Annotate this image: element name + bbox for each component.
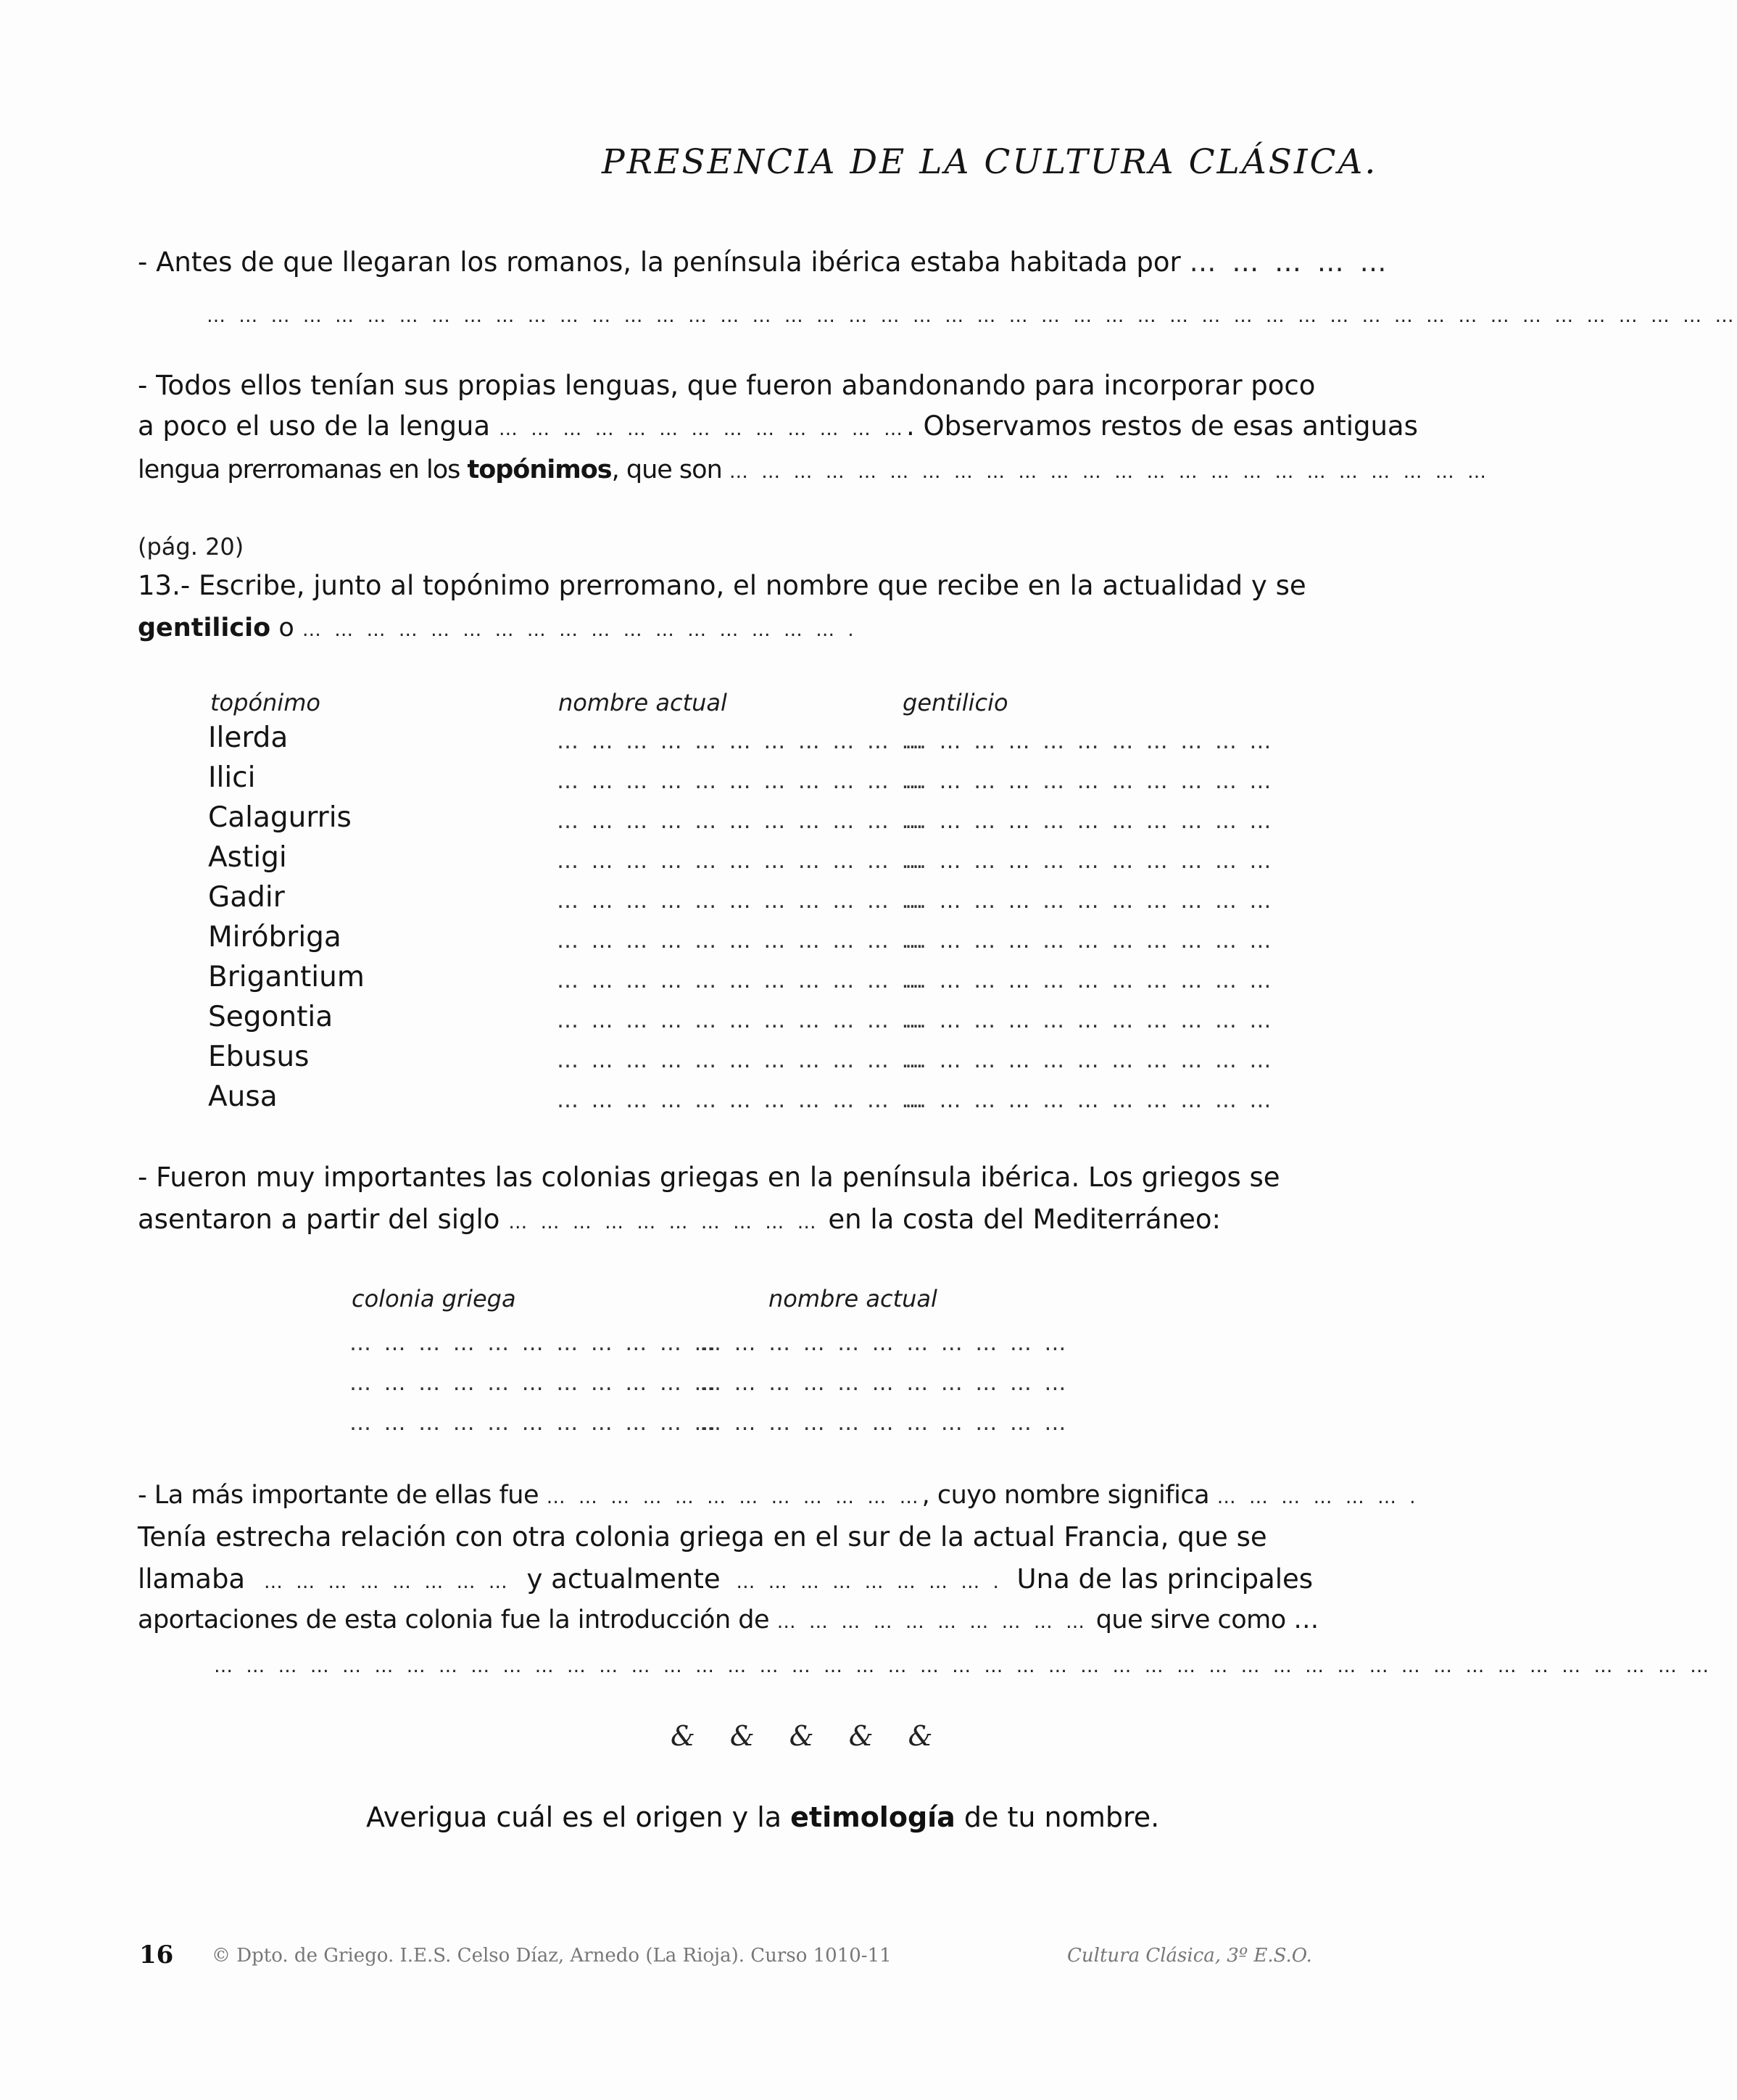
paragraph-text: aportaciones de esta colonia fue la introducción de xyxy=(138,1605,770,1634)
closing-instruction xyxy=(366,1801,1159,1833)
gentilicio-blank[interactable]: … … … … … … … … … … … xyxy=(905,1048,1274,1073)
bold-term: gentilicio xyxy=(138,613,271,642)
fill-blank[interactable]: … … … … … … . xyxy=(1216,1487,1419,1508)
colonia-nombre-actual-blank[interactable]: … … … … … … … … … … … xyxy=(700,1371,1069,1396)
gentilicio-blank[interactable]: … … … … … … … … … … … xyxy=(905,968,1274,993)
paragraph-text: , que son xyxy=(611,455,722,484)
column-header-toponimo: topónimo xyxy=(210,689,320,716)
toponym-word: Brigantium xyxy=(208,961,365,993)
fill-blank[interactable]: … … … … … … … … … … … … … xyxy=(498,418,907,440)
bold-term: etimología xyxy=(790,1801,955,1833)
paragraph-text: Averigua cuál es el origen y la xyxy=(366,1801,791,1833)
gentilicio-blank[interactable]: … … … … … … … … … … … xyxy=(905,848,1274,874)
paragraph-text: Una de las principales xyxy=(1016,1563,1314,1595)
paragraph-colonias-line2 xyxy=(138,1199,1221,1243)
nombre-actual-blank[interactable]: … … … … … … … … … … … xyxy=(557,848,926,874)
paragraph-colonias-line1: - Fueron muy importantes las colonias griegas en la península ibérica. Los griegos se xyxy=(138,1162,1280,1193)
paragraph-importante-line2: Tenía estrecha relación con otra colonia griega en el sur de la actual Francia, que se xyxy=(138,1521,1267,1553)
nombre-actual-blank[interactable]: … … … … … … … … … … … xyxy=(557,1048,926,1073)
toponym-word: Ausa xyxy=(208,1080,278,1113)
paragraph-text: y actualmente xyxy=(526,1563,721,1595)
gentilicio-blank[interactable]: … … … … … … … … … … … xyxy=(905,888,1274,914)
toponym-word: Ilerda xyxy=(208,722,289,754)
toponym-word: Miróbriga xyxy=(208,921,341,954)
paragraph-text: asentaron a partir del siglo xyxy=(138,1204,500,1235)
gentilicio-blank[interactable]: … … … … … … … … … … … xyxy=(905,769,1274,794)
gentilicio-blank[interactable]: … … … … … … … … … … … xyxy=(905,729,1274,754)
fill-blank[interactable]: … … … … … … … … . xyxy=(736,1571,1003,1593)
nombre-actual-blank[interactable]: … … … … … … … … … … … xyxy=(557,769,926,794)
gentilicio-blank[interactable]: … … … … … … … … … … … xyxy=(905,1008,1274,1033)
nombre-actual-blank[interactable]: … … … … … … … … … … … xyxy=(557,1088,926,1113)
fill-blank[interactable]: … … … … … … … … … … … … xyxy=(546,1487,922,1508)
column-header-colonia-griega: colonia griega xyxy=(352,1285,516,1312)
footer-credit: © Dpto. de Griego. I.E.S. Celso Díaz, Arnedo (La Rioja). Curso 1010-11 xyxy=(212,1945,892,1967)
footer-course: Cultura Clásica, 3º E.S.O. xyxy=(1067,1945,1312,1967)
column-header-nombre-actual: nombre actual xyxy=(768,1285,937,1312)
fill-blank[interactable]: … … … … … … … … … … xyxy=(508,1212,820,1233)
paragraph-lenguas-line1: - Todos ellos tenían sus propias lenguas, que fueron abandonando para incorporar poco xyxy=(138,370,1316,401)
paragraph-text: a poco el uso de la lengua xyxy=(138,410,491,442)
nombre-actual-blank[interactable]: … … … … … … … … … … … xyxy=(557,968,926,993)
paragraph-text: lengua prerromanas en los xyxy=(138,455,468,484)
colonia-griega-blank[interactable]: … … … … … … … … … … … xyxy=(349,1331,719,1356)
fill-blank[interactable]: … … … … … xyxy=(1189,247,1390,278)
paragraph-text: que sirve como … xyxy=(1095,1605,1319,1634)
nombre-actual-blank[interactable]: … … … … … … … … … … … xyxy=(557,809,926,834)
nombre-actual-blank[interactable]: … … … … … … … … … … … xyxy=(557,888,926,914)
paragraph-text: llamaba xyxy=(138,1563,246,1595)
toponym-word: Ebusus xyxy=(208,1041,310,1073)
nombre-actual-blank[interactable]: … … … … … … … … … … … xyxy=(557,1008,926,1033)
fill-blank-line[interactable]: … … … … … … … … … … … … … … … … … … … … … … … … … … … … … … … … … … … … … … … … … … … … … … … … xyxy=(207,305,1737,327)
toponym-word: Segontia xyxy=(208,1001,333,1033)
colonia-nombre-actual-blank[interactable]: … … … … … … … … … … … xyxy=(700,1410,1069,1436)
ampersand-separator: & & & & & xyxy=(671,1720,946,1752)
page-reference: (pág. 20) xyxy=(138,533,244,561)
colonia-nombre-actual-blank[interactable]: … … … … … … … … … … … xyxy=(700,1331,1069,1356)
paragraph-importante-line3 xyxy=(138,1559,1313,1603)
paragraph-lenguas-line3 xyxy=(138,450,1490,492)
paragraph-text: en la costa del Mediterráneo: xyxy=(828,1204,1222,1235)
paragraph-importante-line4 xyxy=(138,1600,1319,1642)
column-header-gentilicio: gentilicio xyxy=(903,689,1008,716)
nombre-actual-blank[interactable]: … … … … … … … … … … … xyxy=(557,729,926,754)
gentilicio-blank[interactable]: … … … … … … … … … … … xyxy=(905,928,1274,954)
toponym-word: Calagurris xyxy=(208,801,352,834)
paragraph-importante-line1 xyxy=(138,1475,1419,1518)
colonia-griega-blank[interactable]: … … … … … … … … … … … xyxy=(349,1410,719,1436)
question-13-line1: 13.- Escribe, junto al topónimo prerromano, el nombre que recibe en la actualidad y se xyxy=(138,570,1306,601)
page-number: 16 xyxy=(139,1940,174,1969)
paragraph-text: . Observamos restos de esas antiguas xyxy=(906,410,1418,442)
bold-term: topónimos xyxy=(467,455,612,484)
paragraph-habitantes xyxy=(138,242,1390,283)
toponym-word: Astigi xyxy=(208,841,287,874)
fill-blank-line[interactable]: … … … … … … … … … … … … … … … … … … … … … … … … … … … … … … … … … … … … … … … … … … … … … … … xyxy=(214,1655,1713,1677)
paragraph-text: , cuyo nombre significa xyxy=(921,1481,1210,1510)
fill-blank[interactable]: … … … … … … … … … … … … … … … … … … … … … … … … xyxy=(729,461,1490,483)
fill-blank[interactable]: … … … … … … … … … … … … … … … … … . xyxy=(302,619,858,641)
gentilicio-blank[interactable]: … … … … … … … … … … … xyxy=(905,1088,1274,1113)
gentilicio-blank[interactable]: … … … … … … … … … … … xyxy=(905,809,1274,834)
paragraph-text: - Antes de que llegaran los romanos, la península ibérica estaba habitada por xyxy=(138,247,1181,278)
colonia-griega-blank[interactable]: … … … … … … … … … … … xyxy=(349,1371,719,1396)
paragraph-lenguas-line2 xyxy=(138,406,1418,450)
paragraph-text: o xyxy=(270,613,294,642)
question-13-line2 xyxy=(138,608,858,650)
column-header-nombre-actual: nombre actual xyxy=(558,689,727,716)
fill-blank[interactable]: … … … … … … … … xyxy=(263,1571,511,1593)
toponym-word: Gadir xyxy=(208,881,285,914)
fill-blank[interactable]: … … … … … … … … … … xyxy=(776,1611,1089,1633)
paragraph-text: - La más importante de ellas fue xyxy=(138,1481,539,1510)
toponym-word: Ilici xyxy=(208,761,256,794)
page-title: PRESENCIA DE LA CULTURA CLÁSICA. xyxy=(602,142,1378,182)
paragraph-text: de tu nombre. xyxy=(955,1801,1160,1833)
nombre-actual-blank[interactable]: … … … … … … … … … … … xyxy=(557,928,926,954)
